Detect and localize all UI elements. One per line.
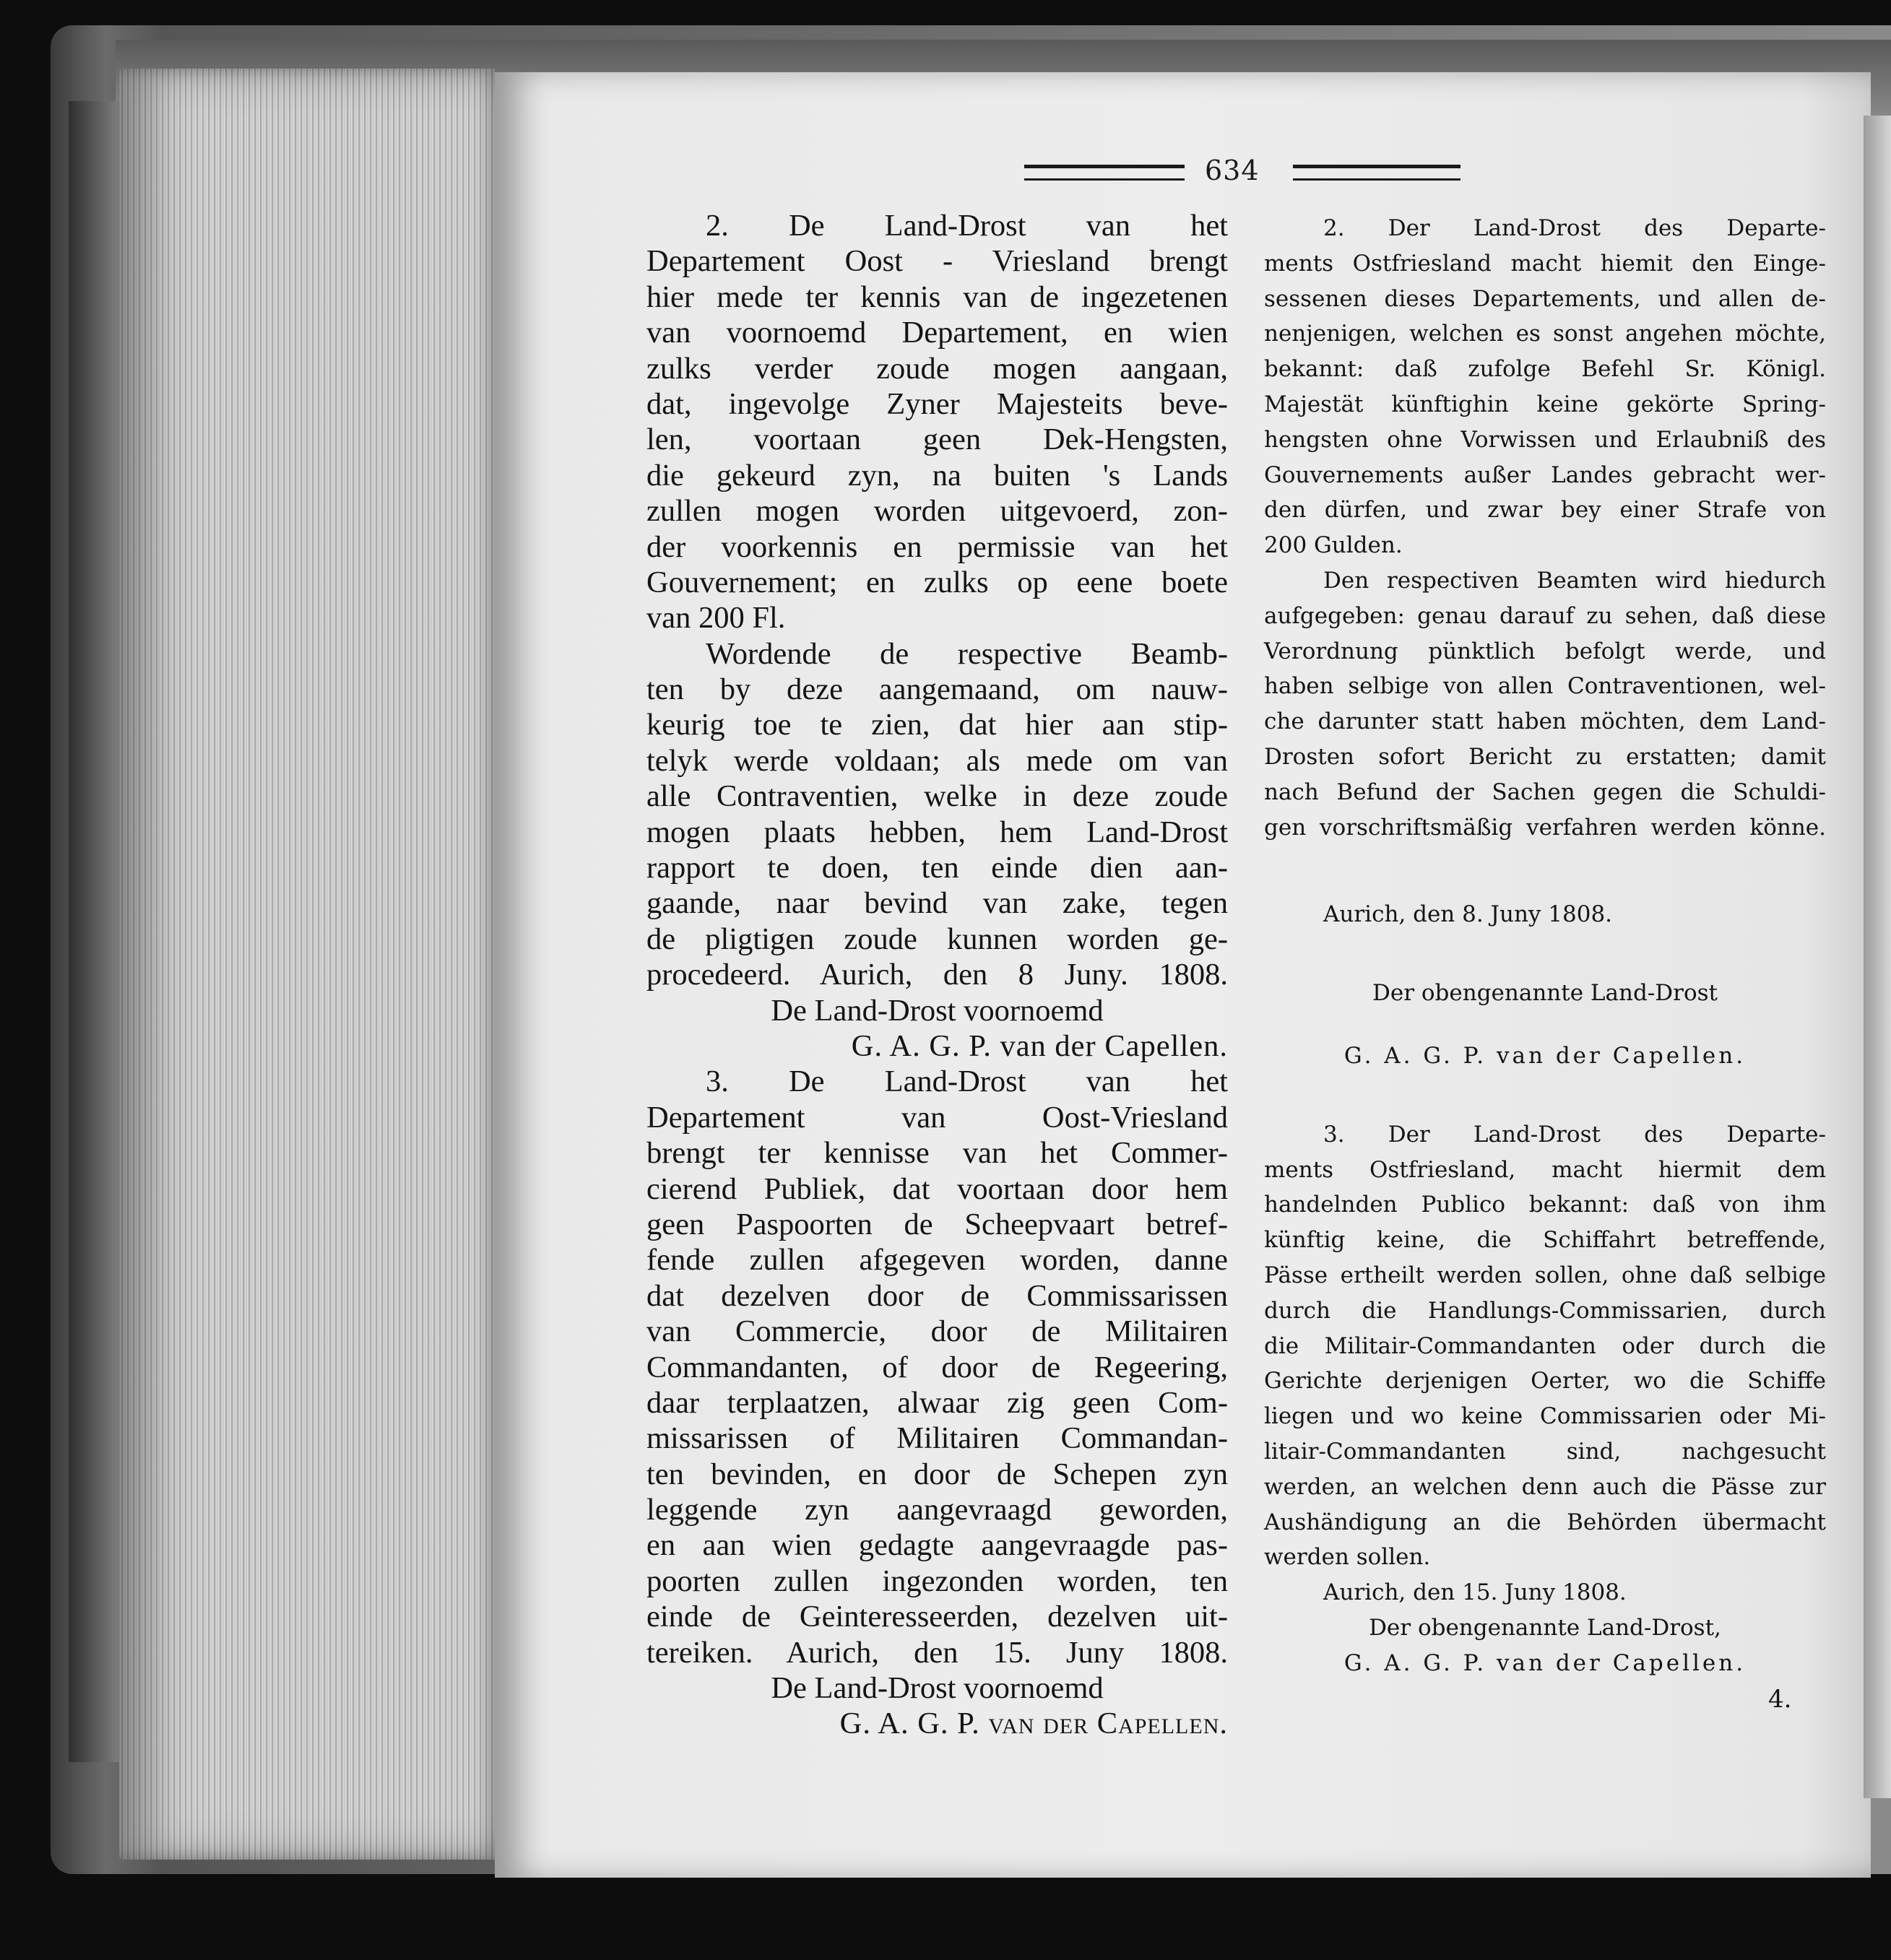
dutch-line: tereiken. Aurich, den 15. Juny 1808. [646, 1635, 1228, 1670]
german-line: haben selbige von allen Contraventionen, wel- [1264, 673, 1826, 700]
dutch-signature-name: G. A. G. P. van der Capellen. [839, 1707, 1228, 1741]
german-line: liegen und wo keine Commissarien oder Mi- [1264, 1403, 1826, 1430]
dutch-line: brengt ter kennisse van het Commer- [646, 1136, 1228, 1171]
german-line: durch die Handlungs-Commissarien, durch [1264, 1297, 1826, 1324]
dutch-line: zulks verder zoude mogen aangaan, [646, 351, 1228, 386]
dutch-line: ten by deze aangemaand, om nauw- [646, 672, 1228, 707]
german-line: bekannt: daß zufolge Befehl Sr. Königl. [1264, 356, 1826, 383]
dutch-line: Wordende de respective Beamb- [706, 636, 1228, 671]
dutch-line: zullen mogen worden uitgevoerd, zon- [646, 494, 1228, 529]
german-signature-title: Der obengenannte Land-Drost, [1369, 1614, 1721, 1641]
dutch-line: Commandanten, of door de Regeering, [646, 1350, 1228, 1384]
dutch-line: 3. De Land-Drost van het [706, 1064, 1228, 1099]
dutch-line: van 200 Fl. [646, 601, 786, 636]
dutch-line: ten bevinden, en door de Schepen zyn [646, 1457, 1228, 1491]
dutch-line: hier mede ter kennis van de ingezetenen [646, 279, 1228, 314]
german-line: ments Ostfriesland, macht hiermit dem [1264, 1156, 1826, 1183]
dutch-line: dat, ingevolge Zyner Majesteits beve- [646, 386, 1228, 421]
dutch-line: missarissen of Militairen Commandan- [646, 1421, 1228, 1456]
dutch-line: daar terplaatzen, alwaar zig geen Com- [646, 1385, 1228, 1420]
german-line: 2. Der Land-Drost des Departe- [1323, 215, 1826, 241]
dutch-line: mogen plaats hebben, hem Land-Drost [646, 815, 1228, 849]
german-line: 3. Der Land-Drost des Departe- [1323, 1121, 1826, 1148]
dutch-line: cierend Publiek, dat voortaan door hem [646, 1171, 1228, 1206]
german-spacer [1264, 1074, 1826, 1117]
german-column [1264, 211, 1826, 1681]
german-line: ments Ostfriesland macht hiemit den Einge- [1264, 250, 1826, 277]
german-line: hengsten ohne Vorwissen und Erlaubniß des [1264, 426, 1826, 453]
german-line: aufgegeben: genau darauf zu sehen, daß diese [1264, 602, 1826, 629]
catchword: 4. [1768, 1685, 1792, 1714]
dutch-line: alle Contraventien, welke in deze zoude [646, 779, 1228, 814]
german-line: Pässe ertheilt werden sollen, ohne daß selbige [1264, 1262, 1826, 1288]
dutch-line: geen Paspoorten de Scheepvaart betref- [646, 1207, 1228, 1241]
dutch-line: die gekeurd zyn, na buiten 's Lands [646, 458, 1228, 493]
dutch-line: gaande, naar bevind van zake, tegen [646, 886, 1228, 921]
header-rule-left [1024, 165, 1185, 181]
dutch-line: rapport te doen, ten einde dien aan- [646, 851, 1228, 885]
german-line: Drosten sofort Bericht zu erstatten; damit [1264, 743, 1826, 770]
dutch-line: leggende zyn aangevraagd geworden, [646, 1493, 1228, 1527]
page-number: 634 [1205, 155, 1260, 186]
dutch-line: einde de Geinteresseerden, dezelven uit- [646, 1600, 1228, 1634]
german-signature-name: G. A. G. P. van der Capellen. [1343, 1649, 1747, 1676]
dutch-line: procedeerd. Aurich, den 8 Juny. 1808. [646, 958, 1228, 992]
dutch-line: van Commercie, door de Militairen [646, 1314, 1228, 1349]
dutch-line: 2. De Land-Drost van het [706, 209, 1228, 243]
german-spacer [1264, 932, 1826, 976]
german-line: Den respectiven Beamten wird hiedurch [1323, 567, 1826, 594]
german-line: Gerichte derjenigen Oerter, wo die Schiffe [1264, 1368, 1826, 1395]
dutch-line: len, voortaan geen Dek-Hengsten, [646, 422, 1228, 457]
dutch-column [646, 208, 1228, 1742]
dutch-line: telyk werde voldaan; als mede om van [646, 743, 1228, 778]
dutch-line: der voorkennis en permissie van het [646, 529, 1228, 564]
dutch-line: keurig toe te zien, dat hier aan stip- [646, 708, 1228, 742]
german-line: Gouvernements außer Landes gebracht wer- [1264, 461, 1826, 488]
dutch-line: Gouvernement; en zulks op eene boete [646, 565, 1228, 599]
german-line: gen vorschriftsmäßig verfahren werden könne. [1264, 814, 1826, 841]
german-line: litair-Commandanten sind, nachgesucht [1264, 1438, 1826, 1465]
dutch-line: dat dezelven door de Commissarissen [646, 1278, 1228, 1313]
dutch-line: en aan wien gedagte aangevraagde pas- [646, 1528, 1228, 1563]
dutch-line: poorten zullen ingezonden worden, ten [646, 1564, 1228, 1598]
page-right-edge [1864, 116, 1891, 1798]
dutch-line: de pligtigen zoude kunnen worden ge- [646, 922, 1228, 956]
dutch-line: fende zullen afgegeven worden, danne [646, 1243, 1228, 1278]
german-line: sessenen dieses Departements, und allen de- [1264, 285, 1826, 312]
dutch-line: Departement van Oost-Vriesland [646, 1100, 1228, 1135]
german-spacer [1264, 1011, 1826, 1038]
german-line: die Militair-Commandanten oder durch die [1264, 1332, 1826, 1359]
dutch-signature-title: De Land-Drost voornoemd [771, 1671, 1104, 1706]
dutch-signature-name: G. A. G. P. van der Capellen. [851, 1028, 1228, 1063]
german-signature-title: Der obengenannte Land-Drost [1372, 980, 1718, 1007]
page-edges [119, 69, 495, 1860]
german-line: werden, an welchen denn auch die Pässe zur [1264, 1473, 1826, 1500]
german-line: werden sollen. [1264, 1544, 1431, 1571]
dutch-line: van voornoemd Departement, en wien [646, 316, 1228, 350]
dutch-signature-title: De Land-Drost voornoemd [771, 993, 1104, 1028]
german-line: künftig keine, die Schiffahrt betreffende, [1264, 1227, 1826, 1254]
german-line: nach Befund der Sachen gegen die Schuldi- [1264, 779, 1826, 805]
german-line: nenjenigen, welchen es sonst angehen möchte, [1264, 321, 1826, 347]
german-line: Aushändigung an die Behörden übermacht [1264, 1509, 1826, 1535]
german-spacer [1264, 845, 1826, 897]
german-date: Aurich, den 8. Juny 1808. [1323, 901, 1613, 928]
german-line: 200 Gulden. [1264, 532, 1403, 559]
german-date: Aurich, den 15. Juny 1808. [1323, 1579, 1627, 1606]
german-signature-name: G. A. G. P. van der Capellen. [1343, 1042, 1747, 1069]
dutch-line: Departement Oost - Vriesland brengt [646, 244, 1228, 279]
german-line: handelnden Publico bekannt: daß von ihm [1264, 1192, 1826, 1218]
header-rule-right [1293, 165, 1461, 181]
german-line: che darunter statt haben möchten, dem Land- [1264, 708, 1826, 735]
german-line: den dürfen, und zwar bey einer Strafe von [1264, 497, 1826, 524]
german-line: Verordnung pünktlich befolgt werde, und [1264, 638, 1826, 664]
german-line: Majestät künftighin keine gekörte Spring- [1264, 391, 1826, 417]
